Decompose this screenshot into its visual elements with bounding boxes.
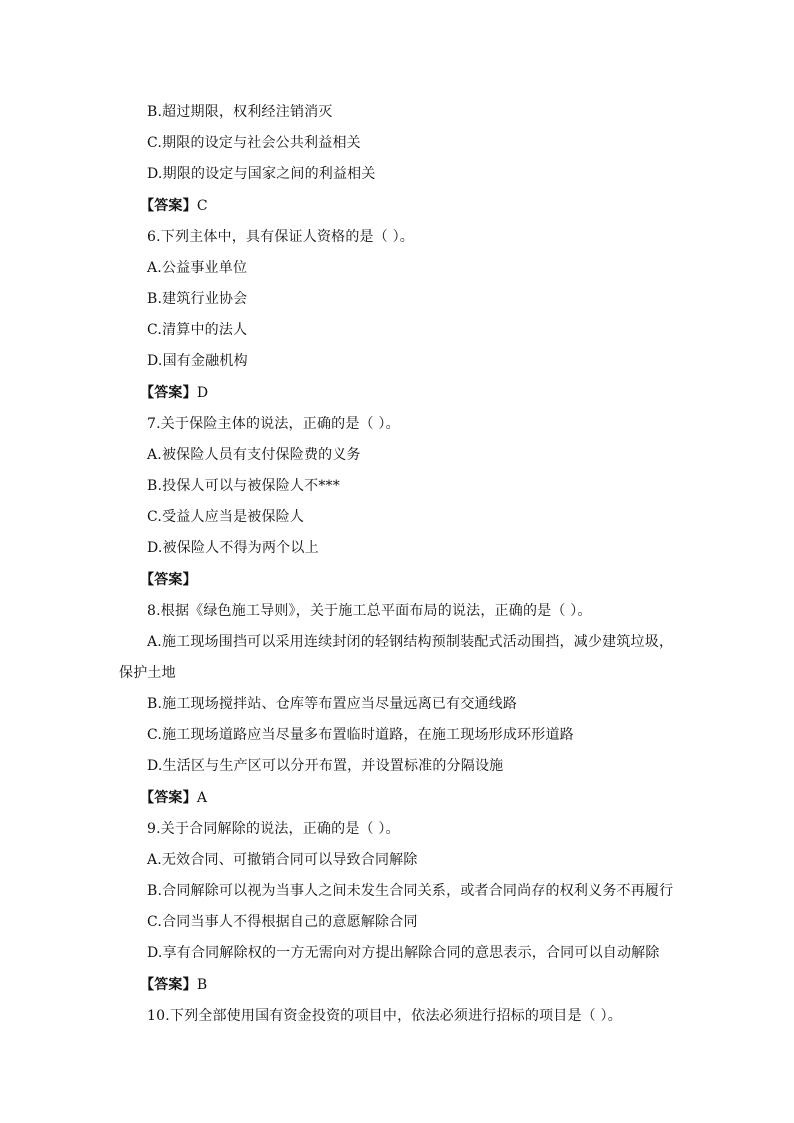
option-b-q7: B.投保人可以与被保险人不*** [147, 478, 340, 494]
option-d-q7: D.被保险人不得为两个以上 [147, 540, 319, 556]
answer-label: 【答案】 [140, 977, 197, 993]
option-d-q9: D.享有合同解除权的一方无需向对方提出解除合同的意思表示，合同可以自动解除 [147, 945, 660, 961]
answer-q9 [140, 976, 207, 994]
option-b-q9: B.合同解除可以视为当事人之间未发生合同关系，或者合同尚存的权利义务不再履行 [147, 883, 674, 899]
option-b-q8: B.施工现场搅拌站、仓库等布置应当尽量远离已有交通线路 [147, 696, 518, 712]
answer-value: A [196, 790, 208, 806]
answer-label: 【答案】 [140, 198, 197, 214]
answer-q5 [140, 197, 208, 215]
option-c-q5: C.期限的设定与社会公共利益相关 [147, 135, 361, 151]
answer-label: 【答案】 [140, 790, 197, 806]
option-a-q9: A.无效合同、可撤销合同可以导致合同解除 [147, 852, 418, 868]
option-b-q6: B.建筑行业协会 [147, 291, 248, 307]
answer-q7 [140, 571, 197, 589]
option-b-q5: B.超过期限，权利经注销消灭 [147, 104, 333, 120]
question-9: 9.关于合同解除的说法，正确的是（ ）。 [147, 821, 400, 837]
question-6: 6.下列主体中，具有保证人资格的是（ ）。 [147, 229, 415, 245]
answer-value: B [196, 977, 208, 993]
option-c-q8: C.施工现场道路应当尽量多布置临时道路，在施工现场形成环形道路 [147, 727, 574, 743]
option-d-q6: D.国有金融机构 [147, 353, 248, 369]
answer-q6 [140, 384, 208, 402]
option-a-q7: A.被保险人员有支付保险费的义务 [147, 447, 361, 463]
option-a-q8: A.施工现场围挡可以采用连续封闭的轻钢结构预制装配式活动围挡，减少建筑垃圾， [147, 634, 674, 650]
answer-label: 【答案】 [140, 572, 197, 588]
option-d-q5: D.期限的设定与国家之间的利益相关 [147, 166, 376, 182]
option-d-q8: D.生活区与生产区可以分开布置，并设置标准的分隔设施 [147, 758, 504, 774]
answer-value: C [196, 198, 208, 214]
option-a-q6: A.公益事业单位 [147, 260, 248, 276]
answer-label: 【答案】 [140, 385, 197, 401]
option-c-q6: C.清算中的法人 [147, 322, 248, 338]
option-c-q7: C.受益人应当是被保险人 [147, 509, 305, 525]
answer-value: D [196, 385, 209, 401]
option-c-q9: C.合同当事人不得根据自己的意愿解除合同 [147, 914, 418, 930]
answer-q8 [140, 789, 207, 807]
question-8: 8.根据《绿色施工导则》，关于施工总平面布局的说法，正确的是（ ）。 [147, 603, 592, 619]
question-7: 7.关于保险主体的说法，正确的是（ ）。 [147, 416, 400, 432]
question-10: 10.下列全部使用国有资金投资的项目中，依法必须进行招标的项目是（ ）。 [147, 1008, 622, 1024]
option-a-q8-continued: 保护土地 [119, 665, 176, 681]
